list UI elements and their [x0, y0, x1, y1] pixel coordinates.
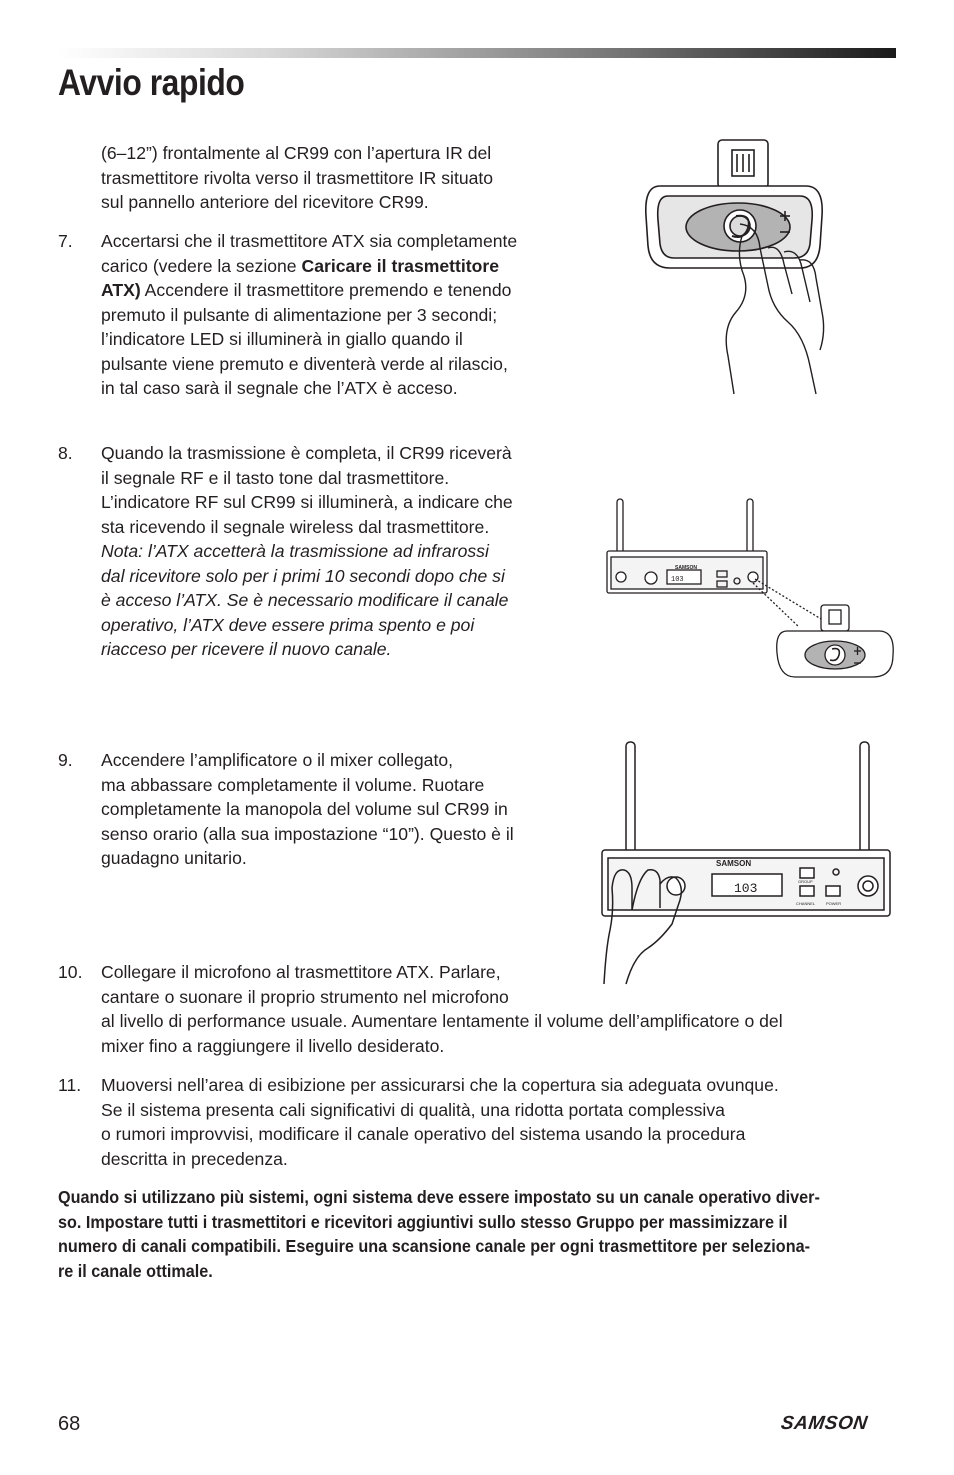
step-line: [101, 466, 513, 491]
text-run: pulsante viene premuto e diventerà verde al rilascio,: [101, 353, 508, 374]
receiver-ir-sync-illustration: [603, 497, 898, 687]
text-run: ma abbassare completamente il volume. Ruotare: [101, 774, 485, 795]
text-run: descritta in precedenza.: [101, 1148, 288, 1169]
text-run: in tal caso sarà il segnale che l’ATX è acceso.: [101, 378, 458, 398]
intro-line: (6–12”) frontalmente al CR99 con l’apertura IR del: [101, 143, 492, 163]
italic-run: Nota: l’ATX accetterà la trasmissione ad infrarossi: [101, 541, 489, 561]
text-run: L’indicatore RF sul CR99 si illuminerà, a indicare che: [101, 492, 513, 512]
transmitter-hand-illustration: [640, 136, 840, 396]
receiver-brand-large: SAMSON: [716, 859, 752, 868]
step-number: 7.: [58, 231, 73, 251]
step-line: [101, 229, 517, 254]
text-run: al livello di performance usuale. Aumentare lentamente il volume dell’amplificatore o del: [101, 1011, 783, 1031]
step-line: [101, 327, 517, 352]
text-run: mixer fino a raggiungere il livello desiderato.: [101, 1035, 445, 1056]
text-run: Accertarsi che il trasmettitore ATX sia completamente: [101, 231, 518, 251]
text-run: l’indicatore LED si illuminerà in giallo quando il: [101, 329, 463, 349]
step-line: [101, 303, 517, 328]
step-line: [101, 490, 513, 515]
note-line: numero di canali compatibili. Eseguire una scansione canale per ogni trasmettitore per seleziona-: [58, 1236, 810, 1256]
text-run: completamente la manopola del volume sul CR99 in: [101, 799, 508, 819]
header-gradient-bar: [58, 48, 896, 58]
text-run: Accendere l’amplificatore o il mixer collegato,: [101, 750, 454, 770]
group-label: GROUP: [798, 879, 813, 884]
note-line: re il canale ottimale.: [58, 1260, 213, 1281]
italic-run: dal ricevitore solo per i primi 10 secondi dopo che si: [101, 565, 505, 586]
channel-label: CHANNEL: [796, 901, 816, 906]
step-text: [101, 748, 514, 871]
receiver-volume-hand-illustration: [598, 738, 898, 986]
step-line: [101, 822, 514, 847]
step-line: [101, 278, 517, 303]
step-text: [101, 229, 517, 401]
display-channel-small: 103: [671, 576, 684, 584]
text-run: Se il sistema presenta cali significativi di qualità, una ridotta portata complessiva: [101, 1099, 725, 1120]
step-text: [101, 441, 513, 662]
text-run: sta ricevendo il segnale wireless dal trasmettitore.: [101, 516, 490, 537]
step-number: 10.: [58, 962, 83, 982]
italic-run: riacceso per ricevere il nuovo canale.: [101, 639, 392, 659]
step-line: [101, 1122, 779, 1147]
power-label: POWER: [826, 901, 842, 906]
italic-run: è acceso l’ATX. Se è necessario modificare il canale: [101, 590, 509, 610]
text-run: premuto il pulsante di alimentazione per 3 secondi;: [101, 304, 498, 325]
intro-line: sul pannello anteriore del ricevitore CR99.: [101, 192, 429, 212]
intro-paragraph: [101, 141, 493, 215]
text-run: o rumori improvvisi, modificare il canale operativo del sistema usando la procedura: [101, 1124, 746, 1144]
receiver-brand-small: SAMSON: [675, 565, 697, 571]
text-run: senso orario (alla sua impostazione “10”). Questo è il: [101, 823, 514, 844]
italic-run: operativo, l’ATX deve essere prima spento e poi: [101, 614, 475, 635]
step-line: [101, 637, 513, 662]
text-run: guadagno unitario.: [101, 848, 247, 868]
display-channel-large: 103: [734, 881, 758, 896]
step-line: [101, 613, 513, 638]
step-line: [101, 539, 513, 564]
step-line: [101, 1009, 783, 1034]
brand-logo: SAMSON: [779, 1413, 869, 1434]
step-number: 11.: [58, 1075, 82, 1095]
step-line: [101, 441, 513, 466]
page-number: 68: [58, 1413, 81, 1435]
step-text: [101, 1073, 779, 1171]
note-line: Quando si utilizzano più sistemi, ogni sistema deve essere impostato su un canale operativo diver-: [58, 1187, 820, 1207]
step-line: [101, 515, 513, 540]
step-line: [101, 797, 514, 822]
text-run: Quando la trasmissione è completa, il CR99 riceverà: [101, 443, 512, 463]
text-run: Muoversi nell’area di esibizione per assicurarsi che la copertura sia adeguata ovunque.: [101, 1075, 779, 1095]
step-line: [101, 846, 514, 871]
step-line: [101, 352, 517, 377]
note-line: so. Impostare tutti i trasmettitori e ricevitori aggiuntivi sullo stesso Gruppo per massimizzare il: [58, 1211, 788, 1232]
step-line: [101, 1147, 779, 1172]
step-line: [101, 588, 513, 613]
step-line: [101, 254, 517, 279]
step-number: 9.: [58, 750, 73, 770]
step-line: [101, 985, 783, 1010]
step-number: 8.: [58, 443, 73, 463]
step-line: [101, 1098, 779, 1123]
text-run: Accendere il trasmettitore premendo e tenendo: [140, 280, 512, 300]
text-run: cantare o suonare il proprio strumento nel microfono: [101, 986, 509, 1007]
multi-system-note: [58, 1185, 829, 1283]
step-line: [101, 376, 517, 401]
text-run: carico (vedere la sezione: [101, 255, 302, 276]
bold-run: Caricare il trasmettitore: [301, 255, 500, 276]
text-run: Collegare il microfono al trasmettitore ATX. Parlare,: [101, 962, 501, 982]
step-line: [101, 773, 514, 798]
step-line: [101, 564, 513, 589]
page-title: Avvio rapido: [58, 62, 245, 103]
bold-run: ATX): [101, 280, 141, 300]
step-line: [101, 1073, 779, 1098]
intro-line: trasmettitore rivolta verso il trasmettitore IR situato: [101, 167, 494, 188]
step-line: [101, 748, 514, 773]
step-line: [101, 1034, 783, 1059]
text-run: il segnale RF e il tasto tone dal trasmettitore.: [101, 467, 450, 488]
